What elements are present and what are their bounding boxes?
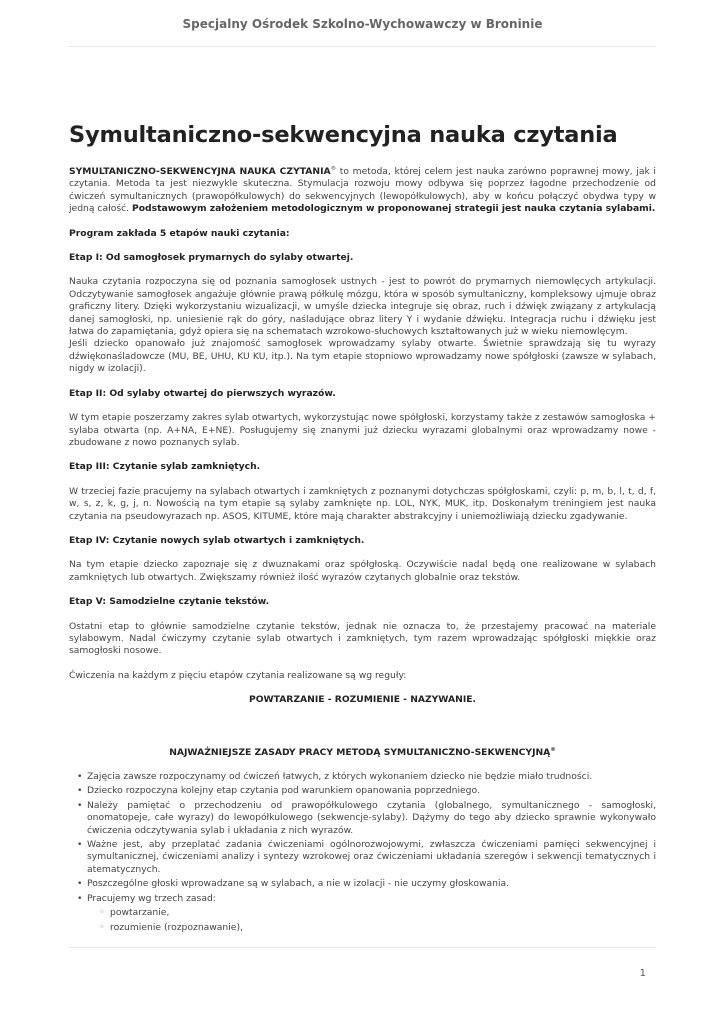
list-item: • Ważne jest, aby przeplatać zadania ćwiczeniami ogólnorozwojowymi, zwłaszcza ćwiczeniami pamięci sekwencyjnej i symultanicznej, ćwiczeniami analizy i syntezy wzrokowej oraz ćwiczeniami układania szeregów i sekwencji tematycznych i atematycznych. — [79, 839, 656, 876]
registered-mark: ® — [330, 166, 337, 172]
rule-line: POWTARZANIE - ROZUMIENIE - NAZYWANIE. — [248, 694, 477, 706]
stage4-heading: Etap IV: Czytanie nowych sylab otwartych i zamkniętych. — [69, 534, 365, 546]
intro-bold-lead: SYMULTANICZNO-SEKWENCYJNA NAUKA CZYTANIA — [69, 166, 331, 177]
intro-paragraph — [69, 166, 656, 216]
footer-divider — [69, 947, 656, 948]
page-number: 1 — [639, 968, 646, 979]
list-item: • Zajęcia zawsze rozpoczynamy od ćwiczeń łatwych, z których wykonaniem dziecko nie będzie miało trudności. — [79, 771, 656, 783]
stage2-heading: Etap II: Od sylaby otwartej do pierwszych wyrazów. — [69, 387, 336, 399]
stage1-text-1: Nauka czytania rozpoczyna się od poznania samogłosek ustnych - jest to powrót do prymarnych niemowlęcych artykulacji. Odczytywanie samogłosek angażuje głównie prawą półkulę mózgu, która w sposób symultaniczny, kompleksowy ujmuje obraz graficzny litery. Dzięki wykorzystaniu wizualizacji, w umyśle dziecka integruje się obraz, ruch i dźwięk związany z artykulacją danej samogłoski, np. uniesienie rąk do góry, naśladujące obraz litery Y i wydanie dźwięku. Integracja ruchu i dźwięku jest łatwa do zapamiętania, gdyż opiera się na schematach wzrokowo-słuchowych kształtowanych już w wieku niemowlęcym. — [69, 276, 656, 338]
header-divider — [69, 46, 656, 47]
list-item: • Poszczególne głoski wprowadzane są w sylabach, a nie w izolacji - nie uczymy głoskowania. — [79, 878, 656, 890]
page-title: Symultaniczno-sekwencyjna nauka czytania — [69, 122, 618, 148]
stage2-paragraph: W tym etapie poszerzamy zakres sylab otwartych, wykorzystując nowe spółgłoski, korzystamy także z zestawów samogłoska + sylaba otwarta (np. A+NA, E+NE). Posługujemy się znanymi już dziecku wyrazami globalnymi oraz wprowadzamy nowe - zbudowane z nowo poznanych sylab. — [69, 412, 656, 448]
stage3-paragraph: W trzeciej fazie pracujemy na sylabach otwartych i zamkniętych z poznanymi dotychczas spółgłoskami, czyli: p, m, b, l, t, d, f, w, s, z, k, g, j, n. Nowością na tym etapie są sylaby zamknięte np. LOL, NYK, MUK, itp. Doskonałym treningiem jest nauka czytania na pseudowyrazach np. ASOS, KITUME, które mają charakter abstrakcyjny i uniemożliwiają dziecku zgadywanie. — [69, 485, 656, 522]
intro-text: to metoda, której celem jest nauka zarówno poprawnej mowy, jak i czytania. Metoda ta jest niezwykle skuteczna. Stymulacja rozwoju mowy odbywa się poprzez łagodne przechodzenie od ćwiczeń symultanicznych (prawopółkulowych) do sekwencyjnych (lewopółkulowych), aby w końcu połączyć obydwa typy w jedną całość. — [69, 166, 656, 215]
list-item: • Dziecko rozpoczyna kolejny etap czytania pod warunkiem opanowania poprzedniego. — [79, 785, 656, 797]
stage5-heading: Etap V: Samodzielne czytanie tekstów. — [69, 596, 270, 608]
principles-list — [69, 771, 656, 935]
stage4-paragraph: Na tym etapie dziecko zapoznaje się z dwuznakami oraz spółgłoską. Oczywiście nadal będą one realizowane w sylabach zamkniętych lub otwartych. Zwiększamy również ilość wyrazów czytanych globalnie oraz tekstów. — [69, 559, 656, 583]
intro-bold-tail: Podstawowym założeniem metodologicznym w proponowanej strategii jest nauka czytania sylabami. — [132, 203, 656, 215]
article — [69, 120, 656, 938]
principles-registered-mark: ® — [550, 746, 556, 753]
stage1-paragraph — [69, 276, 656, 375]
sub-list-item: ◦ rozumienie (rozpoznawanie), — [101, 922, 656, 934]
principles-heading-text: NAJWAŻNIEJSZE ZASADY PRACY METODĄ SYMULTANICZNO-SEKWENCYJNĄ — [169, 746, 551, 758]
stage1-text-2: Jeśli dziecko opanowało już znajomość samogłosek wprowadzamy sylaby otwarte. Świetnie sprawdzają się tu wyrazy dźwiękonaśladowcze (MU, BE, UHU, KU KU, itp.). Na tym etapie stopniowo wprowadzamy nowe spółgłoski (zawsze w sylabach, nigdy w izolacji). — [69, 338, 656, 375]
list-item: • Należy pamiętać o przechodzeniu od prawopółkulowego czytania (globalnego, symultanicznego - samogłoski, onomatopeje, całe wyrazy) do lewopółkulowego (sekwencje-sylaby). Dążymy do tego aby dziecko sprawnie wykonywało ćwiczenia odczytywania sylab i układania z nich wyrazów. — [79, 800, 656, 837]
stage1-heading: Etap I: Od samogłosek prymarnych do sylaby otwartej. — [69, 252, 354, 264]
sub-list — [87, 907, 656, 935]
spacer — [69, 719, 656, 747]
list-item-text: Pracujemy wg trzech zasad: — [87, 892, 216, 904]
sub-list-item: ◦ powtarzanie, — [101, 907, 656, 919]
rules-intro: Ćwiczenia na każdym z pięciu etapów czytania realizowane są wg reguły: — [69, 669, 407, 681]
principles-heading — [69, 747, 656, 759]
stage3-heading: Etap III: Czytanie sylab zamkniętych. — [69, 461, 261, 473]
stage5-paragraph: Ostatni etap to głównie samodzielne czytanie tekstów, jednak nie oznacza to, że przestajemy pracować na materiale sylabowym. Nadal ćwiczymy czytanie sylab otwartych i zamkniętych, tym razem wprowadzając spółgłoski miękkie oraz samogłoski nosowe. — [69, 620, 656, 657]
page-header: Specjalny Ośrodek Szkolno-Wychowawczy w Broninie — [182, 17, 543, 31]
list-item-with-subitems — [79, 893, 656, 935]
program-heading: Program zakłada 5 etapów nauki czytania: — [69, 227, 290, 239]
